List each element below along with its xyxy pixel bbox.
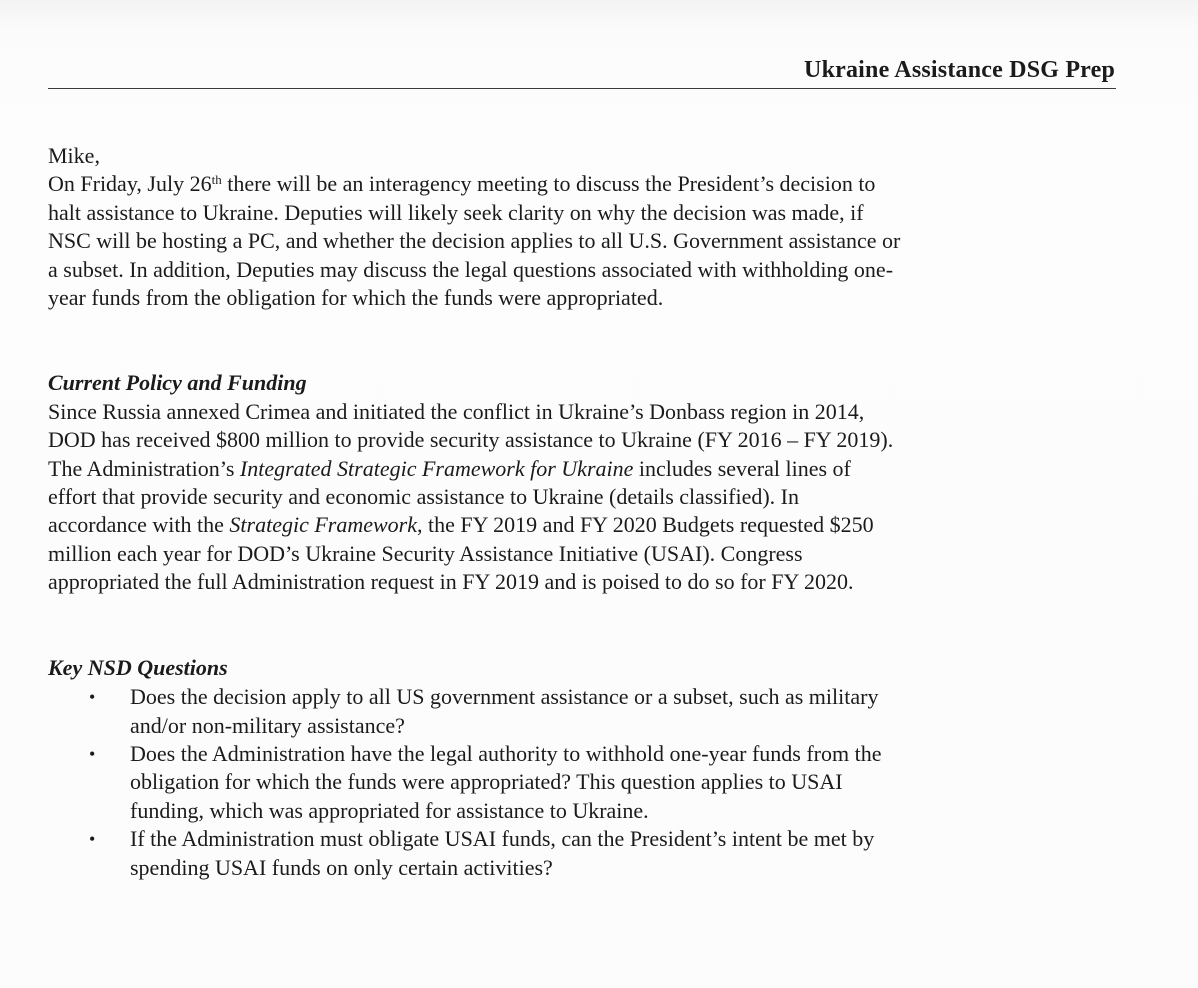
bullet-icon: • <box>89 829 96 850</box>
document-header-title: Ukraine Assistance DSG Prep <box>804 57 1115 83</box>
intro-line: On Friday, July 26th there will be an interagency meeting to discuss the President’s decision to <box>48 171 876 197</box>
policy-line: effort that provide security and economic assistance to Ukraine (details classified). In <box>48 484 799 510</box>
list-item: • If the Administration must obligate USAI funds, can the President’s intent be met by spending USAI funds on only certain activities? <box>89 826 875 880</box>
policy-line: appropriated the full Administration request in FY 2019 and is poised to do so for FY 2020. <box>48 569 854 595</box>
intro-line: halt assistance to Ukraine. Deputies will likely seek clarity on why the decision was made, if <box>48 199 864 225</box>
header-divider <box>48 88 1116 89</box>
list-item: • Does the Administration have the legal authority to withhold one-year funds from the obligation for which the funds were appropriated? This question applies to USAI funding, which was appropriated for assistance to Ukraine. <box>89 740 882 823</box>
section-spacer <box>48 597 1123 654</box>
bullet-icon: • <box>89 687 96 708</box>
intro-paragraph <box>48 170 1123 312</box>
policy-line: DOD has received $800 million to provide security assistance to Ukraine (FY 2016 – FY 2019). <box>48 427 894 453</box>
policy-line: Since Russia annexed Crimea and initiated the conflict in Ukraine’s Donbass region in 2014, <box>48 398 865 424</box>
framework-title: Integrated Strategic Framework for Ukraine <box>239 455 634 481</box>
list-item: • Does the decision apply to all US government assistance or a subset, such as military and/or non-military assistance? <box>89 684 879 738</box>
salutation: Mike, <box>48 143 100 168</box>
intro-line: a subset. In addition, Deputies may discuss the legal questions associated with withholding one- <box>48 256 894 282</box>
policy-paragraph <box>48 398 1123 597</box>
policy-line: million each year for DOD’s Ukraine Security Assistance Initiative (USAI). Congress <box>48 540 803 566</box>
section-heading-questions: Key NSD Questions <box>48 654 228 680</box>
bullet-icon: • <box>89 743 96 764</box>
policy-line: The Administration’s Integrated Strategic Framework for Ukraine includes several lines of <box>48 455 851 481</box>
questions-list <box>48 683 1123 882</box>
document-body <box>48 142 1123 882</box>
policy-line: accordance with the Strategic Framework, the FY 2019 and FY 2020 Budgets requested $250 <box>48 512 874 538</box>
framework-short-title: Strategic Framework <box>229 512 417 538</box>
section-heading-policy: Current Policy and Funding <box>48 370 307 396</box>
ordinal-suffix: th <box>211 172 222 188</box>
intro-line: year funds from the obligation for which the funds were appropriated. <box>48 285 664 311</box>
intro-line: NSC will be hosting a PC, and whether the decision applies to all U.S. Government assistance or <box>48 228 901 254</box>
section-spacer <box>48 312 1123 369</box>
